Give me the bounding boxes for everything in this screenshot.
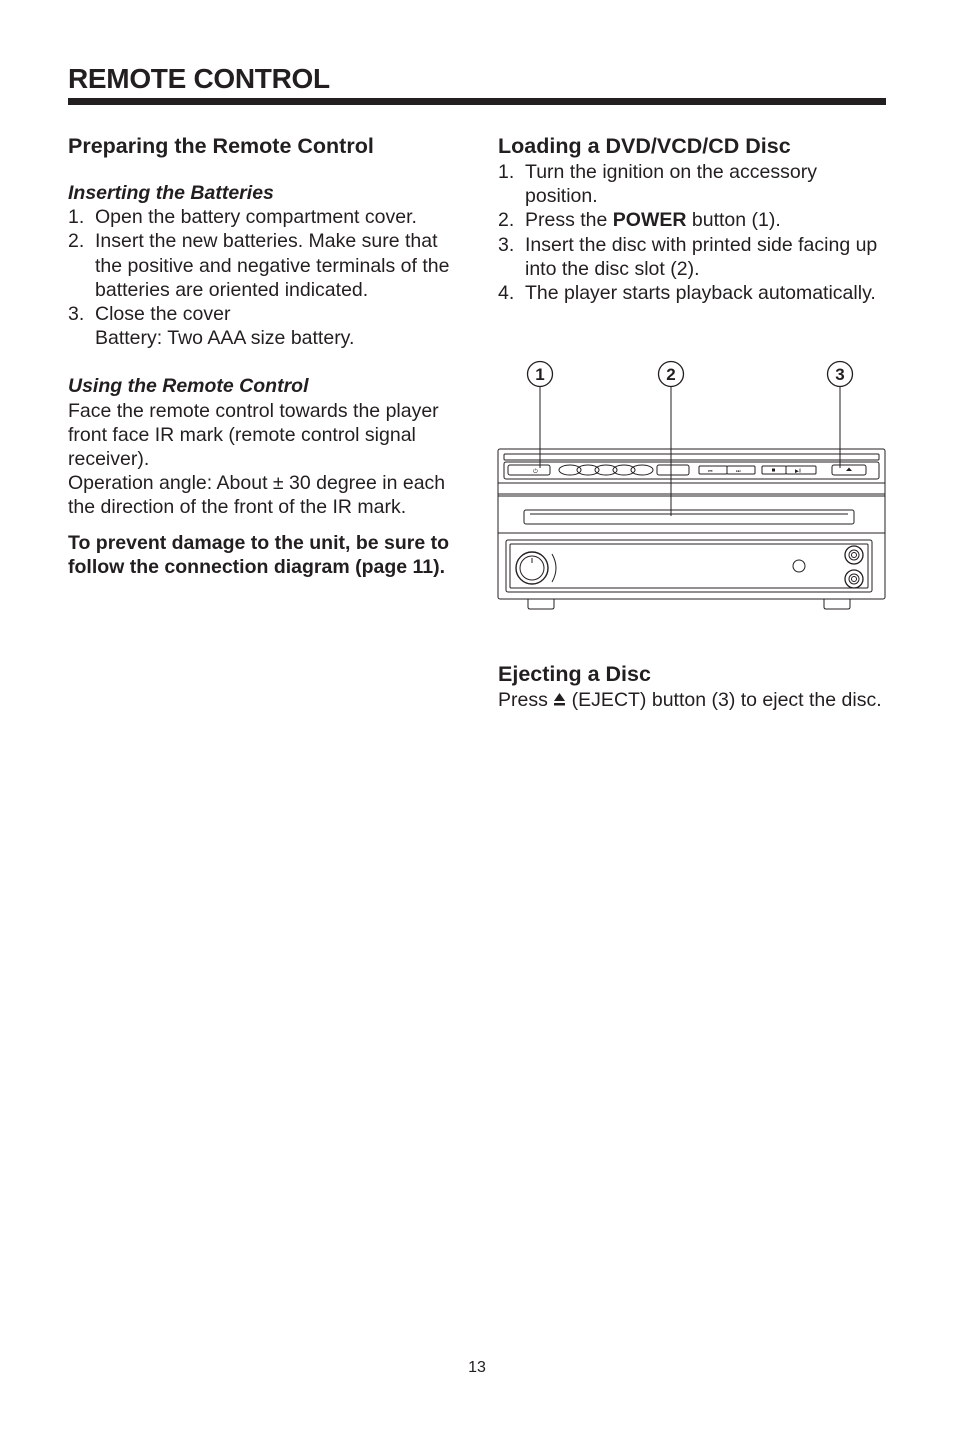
step-number: 4.: [498, 282, 515, 305]
player-illustration: [494, 358, 890, 618]
loading-step: [498, 208, 890, 232]
callout-label: 2: [666, 365, 676, 384]
power-icon: [508, 465, 550, 475]
face-panel: [506, 540, 872, 592]
callout-label: 1: [535, 365, 545, 384]
foot-left: [528, 599, 554, 609]
inserting-batteries-subheading: Inserting the Batteries: [68, 182, 274, 204]
step-number: 2.: [68, 230, 85, 253]
next-track-icon: [727, 466, 755, 474]
step-text: Open the battery compartment cover.: [95, 206, 417, 229]
step-text: Turn the ignition on the accessory position.: [525, 161, 817, 208]
player-front-panel-figure: [494, 358, 890, 618]
step-text-before: Press the: [525, 209, 613, 232]
step-text: Close the cover: [95, 303, 231, 326]
battery-step: [68, 229, 463, 302]
loading-steps: [498, 160, 890, 305]
indicator-chain: [559, 465, 653, 475]
svg-text:⏭: ⏭: [736, 468, 741, 475]
page-title: REMOTE CONTROL: [68, 63, 330, 94]
left-column: [68, 132, 463, 579]
battery-note: Battery: Two AAA size battery.: [95, 327, 355, 350]
step-number: 1.: [68, 206, 85, 229]
loading-step: [498, 233, 890, 281]
control-strip: [504, 462, 879, 479]
preparing-heading: Preparing the Remote Control: [68, 134, 374, 158]
svg-text:⏮: ⏮: [708, 468, 713, 475]
step-number: 1.: [498, 161, 515, 183]
svg-text:⏻: ⏻: [533, 469, 538, 475]
callout-1: [528, 362, 553, 387]
using-remote-subheading: Using the Remote Control: [68, 375, 309, 398]
callout-label: 3: [835, 365, 845, 384]
loading-step: [498, 160, 890, 208]
step-text: The player starts playback automatically.: [525, 282, 876, 305]
step-text: Insert the new batteries. Make sure that the positive and negative terminals of the batteries are oriented indicated.: [95, 230, 450, 301]
callout-3: [828, 362, 853, 387]
eject-icon: [553, 691, 566, 707]
av-jack-top: [845, 546, 863, 564]
prev-track-icon: [699, 466, 727, 474]
eject-text-before: Press: [498, 689, 554, 711]
volume-knob: [516, 552, 548, 584]
title-rule: [68, 98, 886, 105]
warning-note: To prevent damage to the unit, be sure to follow the connection diagram (page 11).: [68, 531, 450, 578]
svg-text:▶‖: ▶‖: [795, 468, 801, 475]
battery-step: [68, 205, 463, 229]
step-number: 3.: [498, 233, 515, 256]
page-number: 13: [468, 1359, 486, 1376]
step-text: Insert the disc with printed side facing up into the disc slot (2).: [525, 233, 878, 280]
ejecting-heading: Ejecting a Disc: [498, 662, 651, 686]
step-number: 3.: [68, 303, 85, 326]
loading-disc-heading: Loading a DVD/VCD/CD Disc: [498, 134, 791, 158]
play-pause-icon: [786, 466, 816, 474]
operation-angle-paragraph: Operation angle: About ± 30 degree in each the direction of the front of the IR mark.: [68, 472, 446, 519]
power-keyword: POWER: [612, 209, 687, 232]
callout-2: [659, 362, 684, 387]
disc-slot: [524, 510, 854, 524]
ejecting-paragraph: [498, 688, 890, 712]
step-text-after: button (1).: [686, 209, 781, 232]
loading-step: [498, 281, 890, 305]
right-column: [498, 132, 890, 305]
foot-right: [824, 599, 850, 609]
battery-step: [68, 302, 463, 326]
eject-text-after: (EJECT) button (3) to eject the disc.: [566, 689, 882, 711]
av-jack-bottom: [845, 570, 863, 588]
ejecting-section: [498, 660, 890, 712]
using-remote-paragraph: Face the remote control towards the player front face IR mark (remote control signal receiver).: [68, 399, 439, 471]
battery-steps: [68, 205, 463, 326]
ir-receiver: [793, 560, 805, 572]
step-number: 2.: [498, 209, 515, 232]
